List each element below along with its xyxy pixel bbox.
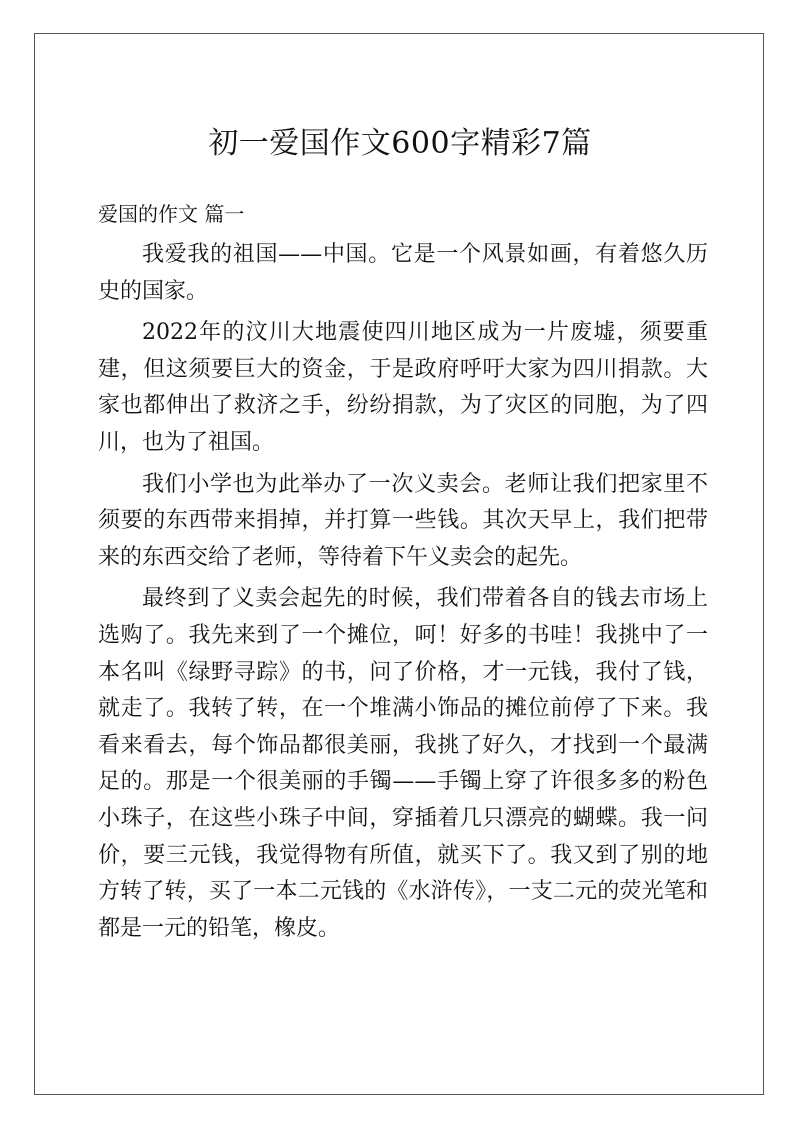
- paragraph: 我爱我的祖国——中国。它是一个风景如画，有着悠久历史的国家。: [98, 242, 708, 304]
- document-title: 初一爱国作文600字精彩7篇: [208, 126, 592, 161]
- paragraph: 2022年的汶川大地震使四川地区成为一片废墟，须要重建，但这须要巨大的资金，于是政府呼吁大家为四川捐款。大家也都伸出了救济之手，纷纷捐款，为了灾区的同胞，为了四川，也为了祖国。: [98, 320, 708, 455]
- document-body: [98, 196, 708, 952]
- paragraph: 最终到了义卖会起先的时候，我们带着各自的钱去市场上选购了。我先来到了一个摊位，呵！好多的书哇！我挑中了一本名叫《绿野寻踪》的书，问了价格，才一元钱，我付了钱，就走了。我转了转，在一个堆满小饰品的摊位前停了下来。我看来看去，每个饰品都很美丽，我挑了好久，才找到一个最满足的。那是一个很美丽的手镯——手镯上穿了许很多多的粉色小珠子，在这些小珠子中间，穿插着几只漂亮的蝴蝶。我一问价，要三元钱，我觉得物有所值，就买下了。我又到了别的地方转了转，买了一本二元钱的《水浒传》，一支二元的荧光笔和都是一元的铅笔，橡皮。: [98, 586, 708, 941]
- paragraph: 我们小学也为此举办了一次义卖会。老师让我们把家里不须要的东西带来捐掉，并打算一些钱。其次天早上，我们把带来的东西交给了老师，等待着下午义卖会的起先。: [98, 471, 708, 570]
- section-heading: 爱国的作文 篇一: [98, 202, 245, 226]
